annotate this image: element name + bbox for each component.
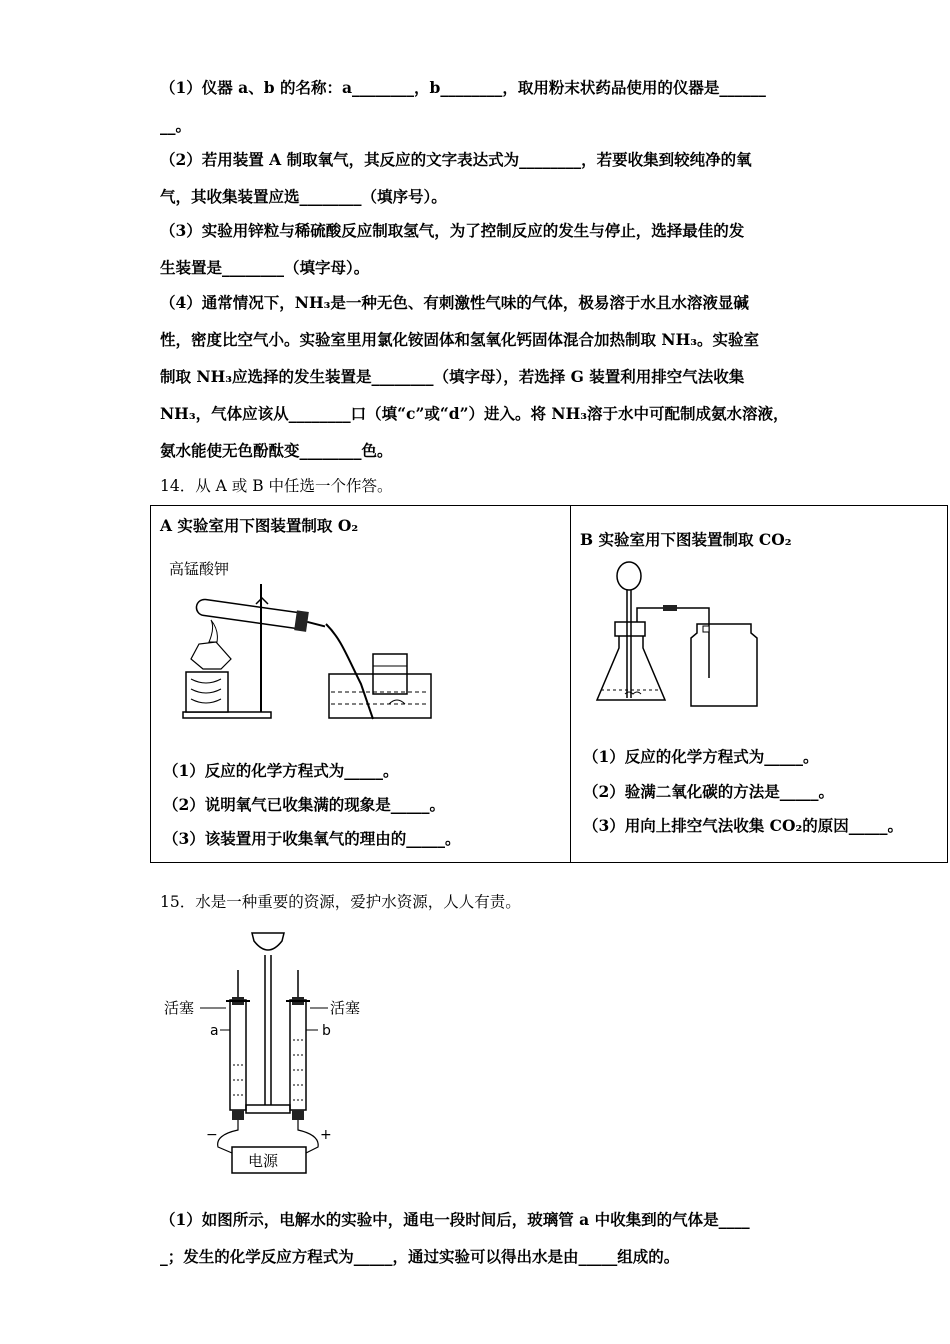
q13-line-3: （2）若用装置 A 制取氧气，其反应的文字表达式为________，若要收集到较纯净的氧 <box>160 150 752 169</box>
co2-apparatus-figure <box>591 558 781 713</box>
q14-heading: 14．从 A 或 B 中任选一个作答。 <box>160 477 393 495</box>
option-a-q1: （1）反应的化学方程式为_____。 <box>163 761 399 780</box>
q13-line-11: 氨水能使无色酚酞变________色。 <box>160 441 393 460</box>
q13-line-6: 生装置是________（填字母）。 <box>160 258 370 277</box>
oxygen-apparatus-figure <box>161 554 451 724</box>
q13-line-10: NH₃，气体应该从________口（填“c”或“d”）进入。将 NH₃溶于水中可配制成氨水溶液， <box>160 404 789 423</box>
q13-line-5: （3）实验用锌粒与稀硫酸反应制取氢气，为了控制反应的发生与停止，选择最佳的发 <box>160 221 745 240</box>
q13-line-2: __。 <box>160 116 192 135</box>
q13-line-4: 气，其收集装置应选________（填序号）。 <box>160 187 447 206</box>
option-b-q1: （1）反应的化学方程式为_____。 <box>583 747 819 766</box>
minus-sign: − <box>206 1127 218 1143</box>
valve-right-label: 活塞 <box>330 999 361 1017</box>
power-label: 电源 <box>248 1152 279 1170</box>
option-b-q3: （3）用向上排空气法收集 CO₂的原因_____。 <box>583 816 904 835</box>
q13-line-8: 性，密度比空气小。实验室里用氯化铵固体和氢氧化钙固体混合加热制取 NH₃。实验室 <box>160 330 760 349</box>
q15-line-1: （1）如图所示，电解水的实验中，通电一段时间后，玻璃管 a 中收集到的气体是____ <box>160 1210 750 1229</box>
q15-heading: 15．水是一种重要的资源，爱护水资源，人人有责。 <box>160 893 521 911</box>
q15-line-2: _；发生的化学反应方程式为_____，通过实验可以得出水是由_____组成的。 <box>160 1247 680 1266</box>
water-electrolysis-figure <box>160 925 380 1180</box>
valve-left-label: 活塞 <box>164 999 195 1017</box>
option-b-title: B 实验室用下图装置制取 CO₂ <box>580 530 792 549</box>
plus-sign: + <box>320 1127 332 1143</box>
q14-choice-table <box>150 505 948 863</box>
q13-line-7: （4）通常情况下，NH₃是一种无色、有刺激性气味的气体，极易溶于水且水溶液显碱 <box>160 293 749 312</box>
option-a-title: A 实验室用下图装置制取 O₂ <box>160 516 359 535</box>
q13-line-9: 制取 NH₃应选择的发生装置是________（填字母），若选择 G 装置利用排空气法收集 <box>160 367 745 386</box>
tube-b-label: b <box>322 1023 331 1039</box>
fig-label-kmno4: 高锰酸钾 <box>169 560 230 578</box>
option-a-q3: （3）该装置用于收集氧气的理由的_____。 <box>163 829 461 848</box>
tube-a-label: a <box>210 1023 219 1039</box>
q13-line-1: （1）仪器 a、b 的名称：a________，b________，取用粉末状药品使用的仪器是______ <box>160 78 766 97</box>
table-divider <box>570 506 571 862</box>
option-b-q2: （2）验满二氧化碳的方法是_____。 <box>583 782 835 801</box>
option-a-q2: （2）说明氧气已收集满的现象是_____。 <box>163 795 446 814</box>
